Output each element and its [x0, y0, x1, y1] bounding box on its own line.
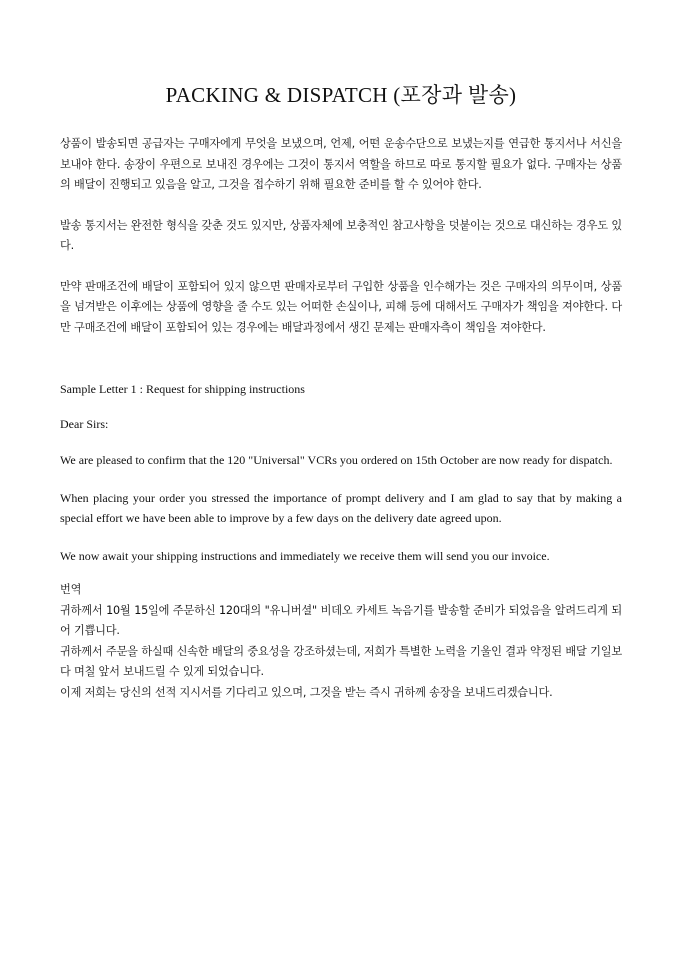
intro-paragraph: 발송 통지서는 완전한 형식을 갖춘 것도 있지만, 상품자체에 보충적인 참고사항을 덧붙이는 것으로 대신하는 경우도 있다. — [60, 218, 622, 252]
translation-line: 이제 저희는 당신의 선적 지시서를 기다리고 있으며, 그것을 받는 즉시 귀하께 송장을 보내드리겠습니다. — [60, 685, 553, 699]
letter-paragraph: We now await your shipping instructions and immediately we receive them will send you our invoice. — [60, 548, 550, 563]
intro-paragraph: 만약 판매조건에 배달이 포함되어 있지 않으면 판매자로부터 구입한 상품을 인수해가는 것은 구매자의 의무이며, 상품을 넘겨받은 이후에는 상품에 영향을 줄 수도 있는 어떠한 손실이나, 피해 등에 대해서도 구매자가 책임을 져야한다. 다만 구매조건에 배달이 포함되어 있는 경우에는 배달과정에서 생긴 문제는 판매자측이 책임을 져야한다. — [60, 279, 622, 334]
intro-paragraph: 상품이 발송되면 공급자는 구매자에게 무엇을 보냈으며, 언제, 어떤 운송수단으로 보냈는지를 연급한 통지서나 서신을 보내야 한다. 송장이 우편으로 보내진 경우에는 그것이 통지서 역할을 하므로 따로 통지할 필요가 없다. 구매자는 상품의 배달이 진행되고 있음을 알고, 그것을 접수하기 위해 필요한 준비를 할 수 있어야 한다. — [60, 137, 622, 191]
translation-label: 번역 — [60, 583, 82, 596]
translation-line: 귀하께서 주문을 하실때 신속한 배달의 중요성을 강조하셨는데, 저희가 특별한 노력을 기울인 결과 약정된 배달 기일보다 며칠 앞서 보내드릴 수 있게 되었습니다. — [60, 644, 622, 678]
letter-salutation: Dear Sirs: — [60, 416, 109, 431]
letter-paragraph: We are pleased to confirm that the 120 "Universal" VCRs you ordered on 15th October are now ready for dispatch. — [60, 453, 613, 467]
translation-line: 귀하께서 10월 15일에 주문하신 120대의 "유니버셜" 비데오 카세트 녹음기를 발송할 준비가 되었음을 알려드리게 되어 기쁩니다. — [60, 603, 622, 637]
sample-letter-heading: Sample Letter 1 : Request for shipping instructions — [60, 382, 305, 396]
document-title: PACKING & DISPATCH (포장과 발송) — [165, 83, 517, 107]
letter-paragraph: When placing your order you stressed the importance of prompt delivery and I am glad to say that by making a special effort we have been able to improve by a few days on the delivery date agreed upon. — [60, 490, 622, 525]
